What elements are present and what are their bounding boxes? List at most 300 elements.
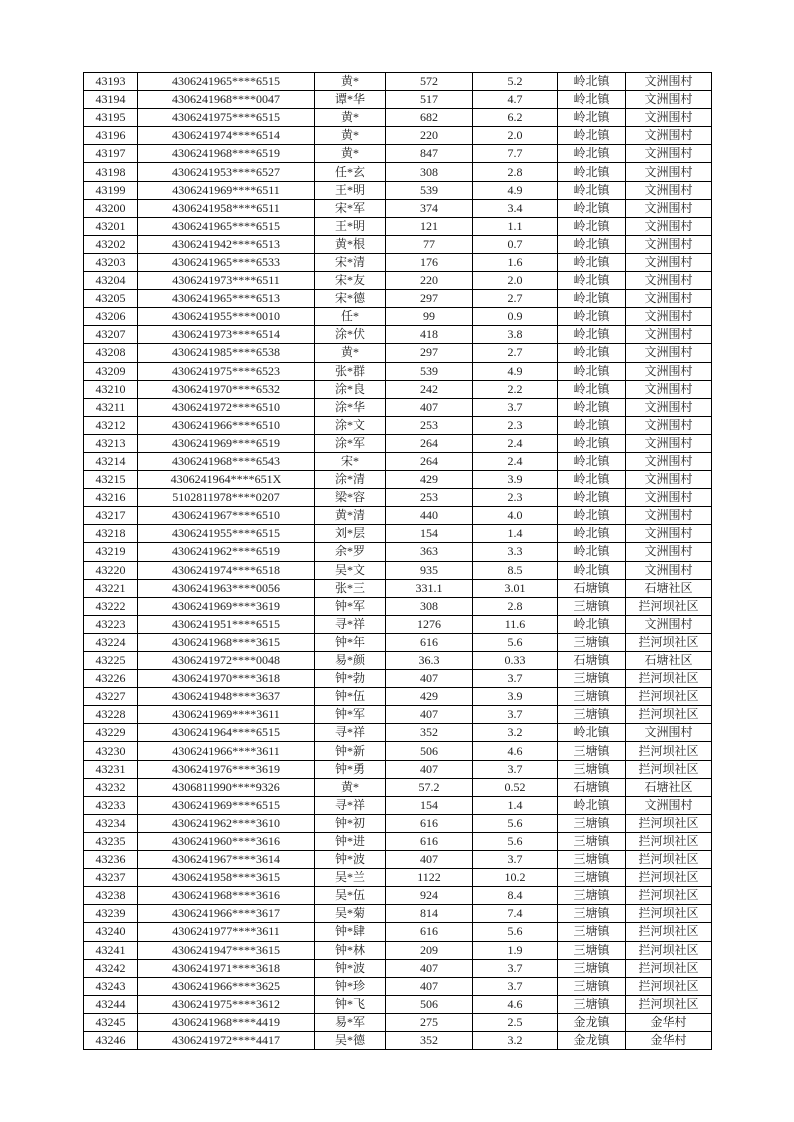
value-cell: 3.7: [473, 398, 558, 416]
row-number-cell: 43199: [84, 181, 138, 199]
village-cell: 文洲围村: [626, 561, 712, 579]
table-row: [84, 127, 712, 145]
village-cell: 文洲围村: [626, 181, 712, 199]
town-cell: 三塘镇: [558, 670, 626, 688]
value-cell: 3.7: [473, 670, 558, 688]
value-cell: 7.4: [473, 905, 558, 923]
town-cell: 石塘镇: [558, 778, 626, 796]
table-row: [84, 941, 712, 959]
village-cell: 拦河坝社区: [626, 670, 712, 688]
amount-cell: 924: [386, 887, 473, 905]
id-number-cell: 4306241960****3616: [138, 832, 315, 850]
id-number-cell: 4306241972****6510: [138, 398, 315, 416]
village-cell: 拦河坝社区: [626, 887, 712, 905]
value-cell: 3.2: [473, 1031, 558, 1049]
town-cell: 金龙镇: [558, 1013, 626, 1031]
table-row: [84, 471, 712, 489]
table-row: [84, 217, 712, 235]
value-cell: 0.52: [473, 778, 558, 796]
table-row: [84, 272, 712, 290]
amount-cell: 220: [386, 127, 473, 145]
amount-cell: 517: [386, 91, 473, 109]
value-cell: 3.9: [473, 688, 558, 706]
town-cell: 岭北镇: [558, 507, 626, 525]
id-number-cell: 4306241965****6533: [138, 253, 315, 271]
village-cell: 石塘社区: [626, 778, 712, 796]
town-cell: 三塘镇: [558, 995, 626, 1013]
name-cell: 任*: [315, 308, 386, 326]
value-cell: 11.6: [473, 615, 558, 633]
value-cell: 3.3: [473, 543, 558, 561]
table-row: [84, 326, 712, 344]
name-cell: 宋*清: [315, 253, 386, 271]
row-number-cell: 43236: [84, 851, 138, 869]
town-cell: 三塘镇: [558, 760, 626, 778]
amount-cell: 506: [386, 742, 473, 760]
name-cell: 任*玄: [315, 163, 386, 181]
village-cell: 文洲围村: [626, 91, 712, 109]
row-number-cell: 43219: [84, 543, 138, 561]
row-number-cell: 43197: [84, 145, 138, 163]
amount-cell: 616: [386, 832, 473, 850]
id-number-cell: 4306241964****6515: [138, 724, 315, 742]
village-cell: 文洲围村: [626, 615, 712, 633]
name-cell: 钟*伍: [315, 688, 386, 706]
amount-cell: 407: [386, 760, 473, 778]
value-cell: 2.0: [473, 127, 558, 145]
town-cell: 岭北镇: [558, 434, 626, 452]
value-cell: 5.2: [473, 73, 558, 91]
town-cell: 岭北镇: [558, 308, 626, 326]
name-cell: 钟*飞: [315, 995, 386, 1013]
amount-cell: 407: [386, 398, 473, 416]
id-number-cell: 4306241968****3615: [138, 633, 315, 651]
row-number-cell: 43196: [84, 127, 138, 145]
amount-cell: 539: [386, 181, 473, 199]
id-number-cell: 4306241942****6513: [138, 235, 315, 253]
id-number-cell: 4306241969****3619: [138, 597, 315, 615]
id-number-cell: 4306241985****6538: [138, 344, 315, 362]
table-row: [84, 688, 712, 706]
row-number-cell: 43206: [84, 308, 138, 326]
village-cell: 文洲围村: [626, 326, 712, 344]
name-cell: 涂*清: [315, 471, 386, 489]
town-cell: 岭北镇: [558, 525, 626, 543]
value-cell: 1.4: [473, 796, 558, 814]
value-cell: 2.5: [473, 1013, 558, 1031]
amount-cell: 418: [386, 326, 473, 344]
value-cell: 3.4: [473, 199, 558, 217]
value-cell: 3.8: [473, 326, 558, 344]
row-number-cell: 43210: [84, 380, 138, 398]
amount-cell: 814: [386, 905, 473, 923]
value-cell: 2.0: [473, 272, 558, 290]
name-cell: 吴*文: [315, 561, 386, 579]
town-cell: 岭北镇: [558, 127, 626, 145]
table-row: [84, 832, 712, 850]
name-cell: 王*明: [315, 217, 386, 235]
value-cell: 4.9: [473, 181, 558, 199]
village-cell: 拦河坝社区: [626, 905, 712, 923]
town-cell: 三塘镇: [558, 633, 626, 651]
table-row: [84, 778, 712, 796]
row-number-cell: 43208: [84, 344, 138, 362]
table-row: [84, 977, 712, 995]
id-number-cell: 4306241969****6515: [138, 796, 315, 814]
name-cell: 黄*: [315, 109, 386, 127]
town-cell: 三塘镇: [558, 814, 626, 832]
id-number-cell: 4306241962****6519: [138, 543, 315, 561]
value-cell: 2.3: [473, 416, 558, 434]
row-number-cell: 43229: [84, 724, 138, 742]
table-row: [84, 652, 712, 670]
amount-cell: 539: [386, 362, 473, 380]
table-row: [84, 959, 712, 977]
village-cell: 拦河坝社区: [626, 959, 712, 977]
name-cell: 张*三: [315, 579, 386, 597]
village-cell: 文洲围村: [626, 272, 712, 290]
amount-cell: 154: [386, 796, 473, 814]
row-number-cell: 43213: [84, 434, 138, 452]
name-cell: 黄*清: [315, 507, 386, 525]
table-row: [84, 290, 712, 308]
town-cell: 岭北镇: [558, 145, 626, 163]
row-number-cell: 43227: [84, 688, 138, 706]
village-cell: 拦河坝社区: [626, 742, 712, 760]
id-number-cell: 4306241974****6514: [138, 127, 315, 145]
name-cell: 涂*伏: [315, 326, 386, 344]
name-cell: 易*颜: [315, 652, 386, 670]
row-number-cell: 43244: [84, 995, 138, 1013]
name-cell: 钟*珍: [315, 977, 386, 995]
name-cell: 张*群: [315, 362, 386, 380]
row-number-cell: 43217: [84, 507, 138, 525]
table-row: [84, 814, 712, 832]
row-number-cell: 43215: [84, 471, 138, 489]
amount-cell: 682: [386, 109, 473, 127]
row-number-cell: 43221: [84, 579, 138, 597]
table-row: [84, 308, 712, 326]
id-number-cell: 4306241953****6527: [138, 163, 315, 181]
village-cell: 文洲围村: [626, 235, 712, 253]
amount-cell: 297: [386, 344, 473, 362]
table-row: [84, 597, 712, 615]
table-row: [84, 670, 712, 688]
name-cell: 寻*祥: [315, 615, 386, 633]
town-cell: 岭北镇: [558, 452, 626, 470]
id-number-cell: 4306241968****0047: [138, 91, 315, 109]
town-cell: 三塘镇: [558, 977, 626, 995]
village-cell: 拦河坝社区: [626, 832, 712, 850]
id-number-cell: 4306241967****6510: [138, 507, 315, 525]
row-number-cell: 43231: [84, 760, 138, 778]
value-cell: 4.0: [473, 507, 558, 525]
value-cell: 0.9: [473, 308, 558, 326]
table-row: [84, 887, 712, 905]
row-number-cell: 43204: [84, 272, 138, 290]
row-number-cell: 43201: [84, 217, 138, 235]
table-row: [84, 452, 712, 470]
table-row: [84, 796, 712, 814]
value-cell: 4.7: [473, 91, 558, 109]
village-cell: 金华村: [626, 1031, 712, 1049]
name-cell: 吴*伍: [315, 887, 386, 905]
value-cell: 2.2: [473, 380, 558, 398]
town-cell: 岭北镇: [558, 615, 626, 633]
id-number-cell: 4306241970****3618: [138, 670, 315, 688]
town-cell: 三塘镇: [558, 905, 626, 923]
row-number-cell: 43246: [84, 1031, 138, 1049]
village-cell: 拦河坝社区: [626, 633, 712, 651]
table-row: [84, 181, 712, 199]
id-number-cell: 4306241969****6519: [138, 434, 315, 452]
row-number-cell: 43198: [84, 163, 138, 181]
value-cell: 4.6: [473, 995, 558, 1013]
name-cell: 钟*波: [315, 851, 386, 869]
name-cell: 谭*华: [315, 91, 386, 109]
id-number-cell: 4306241968****6543: [138, 452, 315, 470]
name-cell: 黄*: [315, 127, 386, 145]
name-cell: 刘*层: [315, 525, 386, 543]
village-cell: 文洲围村: [626, 525, 712, 543]
id-number-cell: 4306241967****3614: [138, 851, 315, 869]
table-row: [84, 489, 712, 507]
id-number-cell: 4306241969****6511: [138, 181, 315, 199]
name-cell: 钟*初: [315, 814, 386, 832]
value-cell: 3.9: [473, 471, 558, 489]
town-cell: 三塘镇: [558, 869, 626, 887]
name-cell: 钟*军: [315, 706, 386, 724]
name-cell: 黄*: [315, 778, 386, 796]
amount-cell: 429: [386, 688, 473, 706]
table-row: [84, 579, 712, 597]
table-row: [84, 434, 712, 452]
row-number-cell: 43245: [84, 1013, 138, 1031]
village-cell: 石塘社区: [626, 652, 712, 670]
id-number-cell: 4306241966****3611: [138, 742, 315, 760]
value-cell: 2.7: [473, 290, 558, 308]
row-number-cell: 43228: [84, 706, 138, 724]
id-number-cell: 4306241955****0010: [138, 308, 315, 326]
name-cell: 宋*军: [315, 199, 386, 217]
town-cell: 金龙镇: [558, 1031, 626, 1049]
id-number-cell: 4306241973****6514: [138, 326, 315, 344]
village-cell: 文洲围村: [626, 253, 712, 271]
id-number-cell: 4306241970****6532: [138, 380, 315, 398]
name-cell: 寻*祥: [315, 796, 386, 814]
name-cell: 梁*容: [315, 489, 386, 507]
value-cell: 4.9: [473, 362, 558, 380]
row-number-cell: 43226: [84, 670, 138, 688]
town-cell: 石塘镇: [558, 579, 626, 597]
town-cell: 三塘镇: [558, 959, 626, 977]
row-number-cell: 43239: [84, 905, 138, 923]
value-cell: 3.7: [473, 977, 558, 995]
id-number-cell: 4306241975****3612: [138, 995, 315, 1013]
name-cell: 吴*菊: [315, 905, 386, 923]
town-cell: 三塘镇: [558, 923, 626, 941]
value-cell: 3.7: [473, 760, 558, 778]
amount-cell: 1122: [386, 869, 473, 887]
row-number-cell: 43218: [84, 525, 138, 543]
table-row: [84, 199, 712, 217]
row-number-cell: 43220: [84, 561, 138, 579]
amount-cell: 220: [386, 272, 473, 290]
town-cell: 岭北镇: [558, 217, 626, 235]
value-cell: 3.01: [473, 579, 558, 597]
name-cell: 涂*文: [315, 416, 386, 434]
id-number-cell: 4306241965****6513: [138, 290, 315, 308]
data-table: [83, 72, 712, 1050]
id-number-cell: 4306241972****4417: [138, 1031, 315, 1049]
village-cell: 文洲围村: [626, 380, 712, 398]
town-cell: 岭北镇: [558, 73, 626, 91]
amount-cell: 572: [386, 73, 473, 91]
row-number-cell: 43223: [84, 615, 138, 633]
town-cell: 岭北镇: [558, 163, 626, 181]
id-number-cell: 4306241955****6515: [138, 525, 315, 543]
village-cell: 拦河坝社区: [626, 941, 712, 959]
id-number-cell: 4306241975****6523: [138, 362, 315, 380]
table-row: [84, 561, 712, 579]
village-cell: 拦河坝社区: [626, 869, 712, 887]
town-cell: 岭北镇: [558, 326, 626, 344]
name-cell: 钟*波: [315, 959, 386, 977]
value-cell: 0.7: [473, 235, 558, 253]
table-row: [84, 109, 712, 127]
row-number-cell: 43207: [84, 326, 138, 344]
town-cell: 岭北镇: [558, 796, 626, 814]
name-cell: 吴*德: [315, 1031, 386, 1049]
amount-cell: 253: [386, 489, 473, 507]
name-cell: 钟*新: [315, 742, 386, 760]
table-row: [84, 1013, 712, 1031]
id-number-cell: 4306241974****6518: [138, 561, 315, 579]
id-number-cell: 4306241968****4419: [138, 1013, 315, 1031]
town-cell: 岭北镇: [558, 380, 626, 398]
id-number-cell: 4306241968****6519: [138, 145, 315, 163]
value-cell: 1.1: [473, 217, 558, 235]
table-row: [84, 633, 712, 651]
amount-cell: 253: [386, 416, 473, 434]
village-cell: 文洲围村: [626, 489, 712, 507]
town-cell: 岭北镇: [558, 398, 626, 416]
amount-cell: 209: [386, 941, 473, 959]
value-cell: 2.8: [473, 163, 558, 181]
id-number-cell: 4306241963****0056: [138, 579, 315, 597]
row-number-cell: 43237: [84, 869, 138, 887]
amount-cell: 154: [386, 525, 473, 543]
row-number-cell: 43205: [84, 290, 138, 308]
value-cell: 8.4: [473, 887, 558, 905]
value-cell: 5.6: [473, 832, 558, 850]
id-number-cell: 4306241965****6515: [138, 73, 315, 91]
amount-cell: 407: [386, 670, 473, 688]
town-cell: 岭北镇: [558, 561, 626, 579]
village-cell: 文洲围村: [626, 199, 712, 217]
value-cell: 2.8: [473, 597, 558, 615]
name-cell: 钟*军: [315, 597, 386, 615]
table-row: [84, 543, 712, 561]
row-number-cell: 43193: [84, 73, 138, 91]
village-cell: 拦河坝社区: [626, 688, 712, 706]
value-cell: 7.7: [473, 145, 558, 163]
village-cell: 文洲围村: [626, 796, 712, 814]
row-number-cell: 43211: [84, 398, 138, 416]
village-cell: 拦河坝社区: [626, 814, 712, 832]
amount-cell: 275: [386, 1013, 473, 1031]
table-row: [84, 398, 712, 416]
amount-cell: 308: [386, 597, 473, 615]
name-cell: 涂*华: [315, 398, 386, 416]
town-cell: 三塘镇: [558, 832, 626, 850]
row-number-cell: 43200: [84, 199, 138, 217]
town-cell: 岭北镇: [558, 290, 626, 308]
id-number-cell: 4306241975****6515: [138, 109, 315, 127]
id-number-cell: 4306241958****3615: [138, 869, 315, 887]
village-cell: 文洲围村: [626, 471, 712, 489]
town-cell: 岭北镇: [558, 362, 626, 380]
amount-cell: 407: [386, 959, 473, 977]
table-row: [84, 851, 712, 869]
value-cell: 10.2: [473, 869, 558, 887]
row-number-cell: 43202: [84, 235, 138, 253]
id-number-cell: 4306241964****651X: [138, 471, 315, 489]
id-number-cell: 4306241972****0048: [138, 652, 315, 670]
village-cell: 拦河坝社区: [626, 995, 712, 1013]
name-cell: 黄*: [315, 145, 386, 163]
amount-cell: 363: [386, 543, 473, 561]
town-cell: 岭北镇: [558, 253, 626, 271]
value-cell: 2.4: [473, 434, 558, 452]
value-cell: 1.6: [473, 253, 558, 271]
amount-cell: 121: [386, 217, 473, 235]
row-number-cell: 43234: [84, 814, 138, 832]
id-number-cell: 4306241971****3618: [138, 959, 315, 977]
village-cell: 石塘社区: [626, 579, 712, 597]
row-number-cell: 43214: [84, 452, 138, 470]
amount-cell: 407: [386, 706, 473, 724]
row-number-cell: 43194: [84, 91, 138, 109]
name-cell: 钟*勇: [315, 760, 386, 778]
village-cell: 文洲围村: [626, 724, 712, 742]
value-cell: 3.2: [473, 724, 558, 742]
row-number-cell: 43224: [84, 633, 138, 651]
village-cell: 拦河坝社区: [626, 597, 712, 615]
name-cell: 黄*根: [315, 235, 386, 253]
value-cell: 2.4: [473, 452, 558, 470]
amount-cell: 57.2: [386, 778, 473, 796]
id-number-cell: 4306241947****3615: [138, 941, 315, 959]
amount-cell: 36.3: [386, 652, 473, 670]
row-number-cell: 43225: [84, 652, 138, 670]
village-cell: 拦河坝社区: [626, 977, 712, 995]
row-number-cell: 43235: [84, 832, 138, 850]
id-number-cell: 4306241966****6510: [138, 416, 315, 434]
row-number-cell: 43230: [84, 742, 138, 760]
amount-cell: 616: [386, 923, 473, 941]
table-row: [84, 145, 712, 163]
id-number-cell: 4306241969****3611: [138, 706, 315, 724]
table-row: [84, 869, 712, 887]
id-number-cell: 5102811978****0207: [138, 489, 315, 507]
amount-cell: 407: [386, 977, 473, 995]
town-cell: 三塘镇: [558, 887, 626, 905]
name-cell: 钟*勃: [315, 670, 386, 688]
village-cell: 文洲围村: [626, 452, 712, 470]
town-cell: 岭北镇: [558, 344, 626, 362]
value-cell: 1.9: [473, 941, 558, 959]
